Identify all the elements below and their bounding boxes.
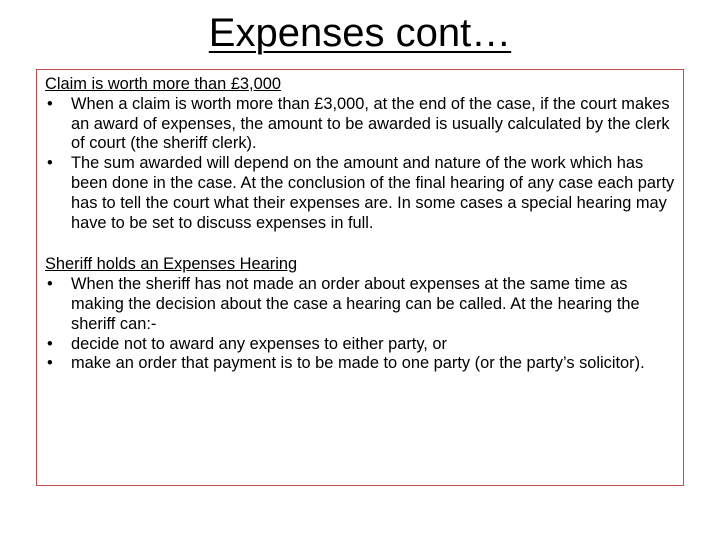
- bullet-icon: •: [47, 334, 53, 353]
- bullet-text: When a claim is worth more than £3,000, at the end of the case, if the court makes an award of expenses, the amount to be awarded is usually calculated by the clerk of court (the sheriff clerk).: [71, 94, 670, 153]
- page-title: Expenses cont…: [208, 11, 512, 55]
- bullet-list-hearing: [45, 275, 675, 374]
- bullet-icon: •: [47, 354, 53, 373]
- section-spacer: [45, 233, 675, 255]
- bullet-text: make an order that payment is to be made to one party (or the party’s solicitor).: [71, 354, 645, 373]
- list-item: [45, 275, 675, 334]
- list-item: [45, 154, 675, 233]
- bullet-text: The sum awarded will depend on the amount and nature of the work which has been done in the case. At the conclusion of the final hearing of any case each party has to tell the court what their expenses are. In some cases a special hearing may have to be set to discuss expenses in full.: [71, 154, 675, 232]
- content-box: [36, 69, 684, 486]
- bullet-icon: •: [47, 275, 53, 294]
- list-item: [45, 95, 675, 154]
- bullet-text: When the sheriff has not made an order about expenses at the same time as making the decision about the case a hearing can be called. At the hearing the sheriff can:-: [71, 275, 640, 333]
- section-heading-hearing: Sheriff holds an Expenses Hearing: [45, 255, 298, 274]
- bullet-icon: •: [47, 94, 53, 113]
- bullet-text: decide not to award any expenses to either party, or: [71, 334, 447, 353]
- list-item: [45, 354, 675, 374]
- bullet-list-claim: [45, 95, 675, 234]
- bullet-icon: •: [47, 154, 53, 173]
- section-heading-claim: Claim is worth more than £3,000: [45, 75, 281, 93]
- list-item: [45, 335, 675, 355]
